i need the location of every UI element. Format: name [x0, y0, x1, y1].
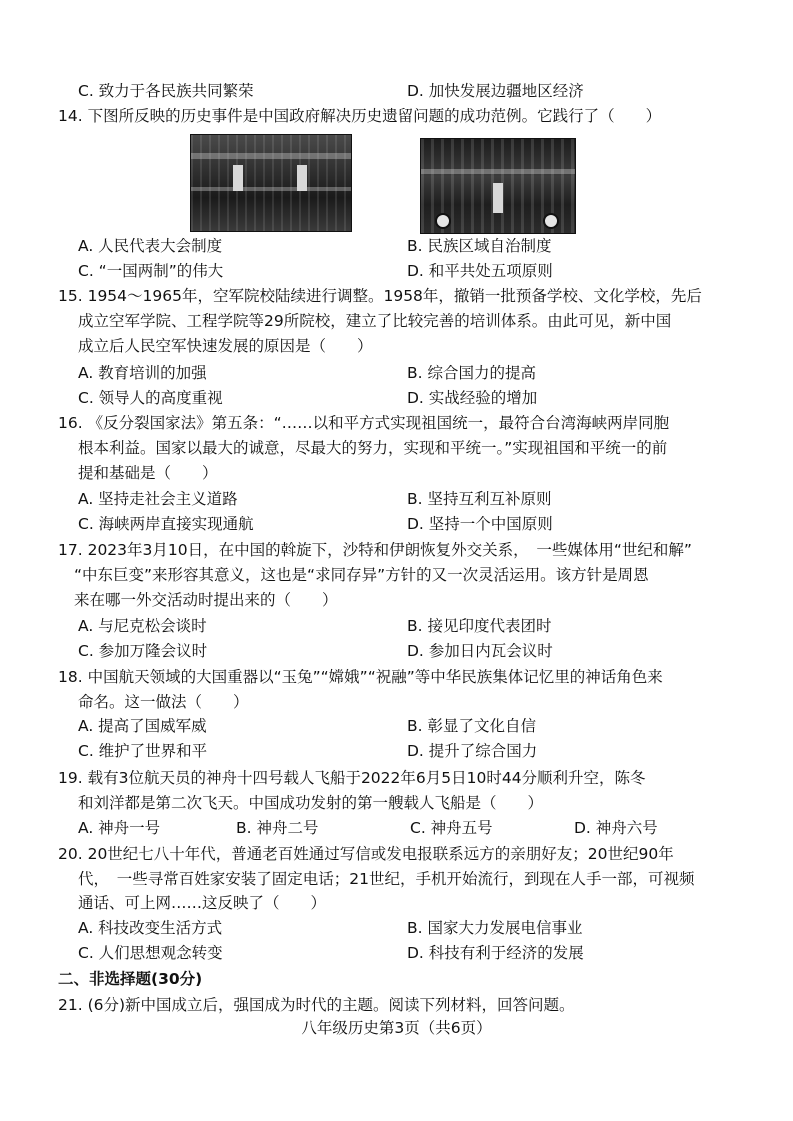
- q15-line-2: 成立空军学院、工程学院等29所院校，建立了比较完善的培训体系。由此可见，新中国: [78, 312, 672, 330]
- q16-line-2: 根本利益。国家以最大的诚意，尽最大的努力，实现和平统一。”实现祖国和平统一的前: [78, 439, 668, 457]
- q18-option-b: B. 彰显了文化自信: [407, 717, 536, 735]
- q15-option-d: D. 实战经验的增加: [407, 389, 538, 407]
- q19-option-c: C. 神舟五号: [410, 819, 493, 837]
- q16-line-3: 提和基础是（ ）: [78, 464, 218, 482]
- q18-option-d: D. 提升了综合国力: [407, 742, 538, 760]
- q19-option-a: A. 神舟一号: [78, 819, 161, 837]
- q20-line-3: 通话、可上网……这反映了（ ）: [78, 894, 327, 912]
- q19-option-d: D. 神舟六号: [574, 819, 658, 837]
- q20-option-b: B. 国家大力发展电信事业: [407, 919, 583, 937]
- q15-option-b: B. 综合国力的提高: [407, 364, 536, 382]
- q17-option-c: C. 参加万隆会议时: [78, 642, 208, 660]
- q20-line-2: 代， 一些寻常百姓家安装了固定电话；21世纪，手机开始流行，到现在人手一部，可视频: [78, 870, 695, 888]
- q16-option-c: C. 海峡两岸直接实现通航: [78, 515, 254, 533]
- q18-option-a: A. 提高了国威军威: [78, 717, 207, 735]
- section-heading: 二、非选择题(30分): [58, 970, 203, 988]
- q14-option-b: B. 民族区域自治制度: [407, 237, 552, 255]
- q13-option-c: C. 致力于各民族共同繁荣: [78, 82, 254, 100]
- q17-line-3: 来在哪一外交活动时提出来的（ ）: [74, 591, 338, 609]
- q18-line-2: 命名。这一做法（ ）: [78, 693, 249, 711]
- q14-stem: 14. 下图所反映的历史事件是中国政府解决历史遗留问题的成功范例。它践行了（ ）: [58, 107, 662, 125]
- q18-line-1: 18. 中国航天领域的大国重器以“玉兔”“嫦娥”“祝融”等中华民族集体记忆里的神话角色来: [58, 668, 663, 686]
- q17-option-b: B. 接见印度代表团时: [407, 617, 552, 635]
- q17-option-d: D. 参加日内瓦会议时: [407, 642, 553, 660]
- q19-line-1: 19. 载有3位航天员的神舟十四号载人飞船于2022年6月5日10时44分顺利升空，陈冬: [58, 769, 646, 787]
- q17-line-2: “中东巨变”来形容其意义，这也是“求同存异”方针的又一次灵活运用。该方针是周恩: [74, 566, 649, 584]
- q19-line-2: 和刘洋都是第二次飞天。中国成功发射的第一艘载人飞船是（ ）: [78, 794, 544, 812]
- q20-option-d: D. 科技有利于经济的发展: [407, 944, 584, 962]
- q14-option-d: D. 和平共处五项原则: [407, 262, 553, 280]
- q16-option-a: A. 坚持走社会主义道路: [78, 490, 238, 508]
- q18-option-c: C. 维护了世界和平: [78, 742, 208, 760]
- q14-photo-ceremony-1: [190, 134, 352, 232]
- q19-option-b: B. 神舟二号: [236, 819, 319, 837]
- q14-photo-ceremony-2: [420, 138, 576, 234]
- q16-line-1: 16. 《反分裂国家法》第五条：“……以和平方式实现祖国统一，最符合台湾海峡两岸同胞: [58, 414, 670, 432]
- page-footer: 八年级历史第3页（共6页）: [301, 1019, 492, 1037]
- q20-line-1: 20. 20世纪七八十年代，普通老百姓通过写信或发电报联系远方的亲朋好友；20世纪90年: [58, 845, 674, 863]
- q20-option-c: C. 人们思想观念转变: [78, 944, 223, 962]
- q21-line-1: 21. (6分)新中国成立后，强国成为时代的主题。阅读下列材料，回答问题。: [58, 996, 575, 1014]
- q13-option-d: D. 加快发展边疆地区经济: [407, 82, 584, 100]
- q17-line-1: 17. 2023年3月10日，在中国的斡旋下，沙特和伊朗恢复外交关系， 一些媒体用“世纪和解”: [58, 541, 692, 559]
- q16-option-d: D. 坚持一个中国原则: [407, 515, 553, 533]
- q20-option-a: A. 科技改变生活方式: [78, 919, 223, 937]
- q15-option-c: C. 领导人的高度重视: [78, 389, 223, 407]
- q15-line-3: 成立后人民空军快速发展的原因是（ ）: [78, 337, 373, 355]
- q15-option-a: A. 教育培训的加强: [78, 364, 207, 382]
- q14-option-c: C. “一国两制”的伟大: [78, 262, 224, 280]
- q17-option-a: A. 与尼克松会谈时: [78, 617, 207, 635]
- q15-line-1: 15. 1954～1965年，空军院校陆续进行调整。1958年，撤销一批预备学校、文化学校，先后: [58, 287, 702, 305]
- q16-option-b: B. 坚持互利互补原则: [407, 490, 552, 508]
- q14-option-a: A. 人民代表大会制度: [78, 237, 223, 255]
